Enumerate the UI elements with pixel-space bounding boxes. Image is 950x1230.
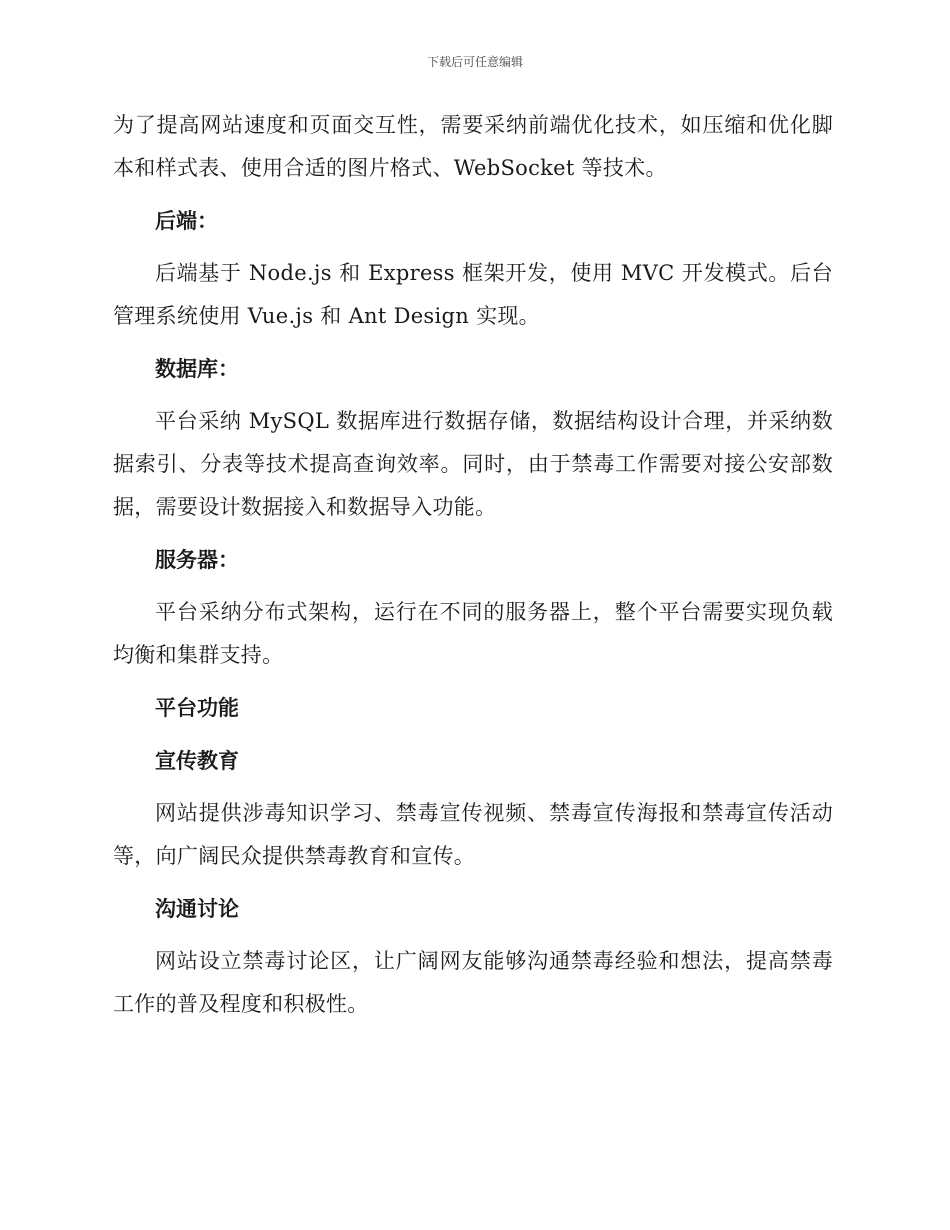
heading-platform-features: 平台功能: [155, 696, 239, 720]
heading-database: 数据库：: [155, 357, 239, 381]
heading-server: 服务器：: [155, 548, 239, 572]
heading-communication-discussion: 沟通讨论: [155, 897, 239, 921]
paragraph-server: 平台采纳分布式架构，运行在不同的服务器上，整个平台需要实现负载均衡和集群支持。: [113, 600, 833, 667]
paragraph-database: 平台采纳 MySQL 数据库进行数据存储，数据结构设计合理，并采纳数据索引、分表等技术提高查询效率。同时，由于禁毒工作需要对接公安部数据，需要设计数据接入和数据导入功能。: [113, 409, 833, 519]
paragraph-communication-discussion: 网站设立禁毒讨论区，让广阔网友能够沟通禁毒经验和想法，提高禁毒工作的普及程度和积极性。: [113, 949, 833, 1016]
heading-backend: 后端：: [155, 209, 218, 233]
document-body: [113, 104, 833, 1026]
paragraph-backend: 后端基于 Node.js 和 Express 框架开发，使用 MVC 开发模式。后台管理系统使用 Vue.js 和 Ant Design 实现。: [113, 261, 833, 328]
paragraph-frontend-optimization: 为了提高网站速度和页面交互性，需要采纳前端优化技术，如压缩和优化脚本和样式表、使用合适的图片格式、WebSocket 等技术。: [113, 113, 833, 180]
paragraph-publicity-education: 网站提供涉毒知识学习、禁毒宣传视频、禁毒宣传海报和禁毒宣传活动等，向广阔民众提供禁毒教育和宣传。: [113, 801, 833, 868]
heading-publicity-education: 宣传教育: [155, 749, 239, 773]
page-header: 下载后可任意编辑: [426, 55, 523, 69]
